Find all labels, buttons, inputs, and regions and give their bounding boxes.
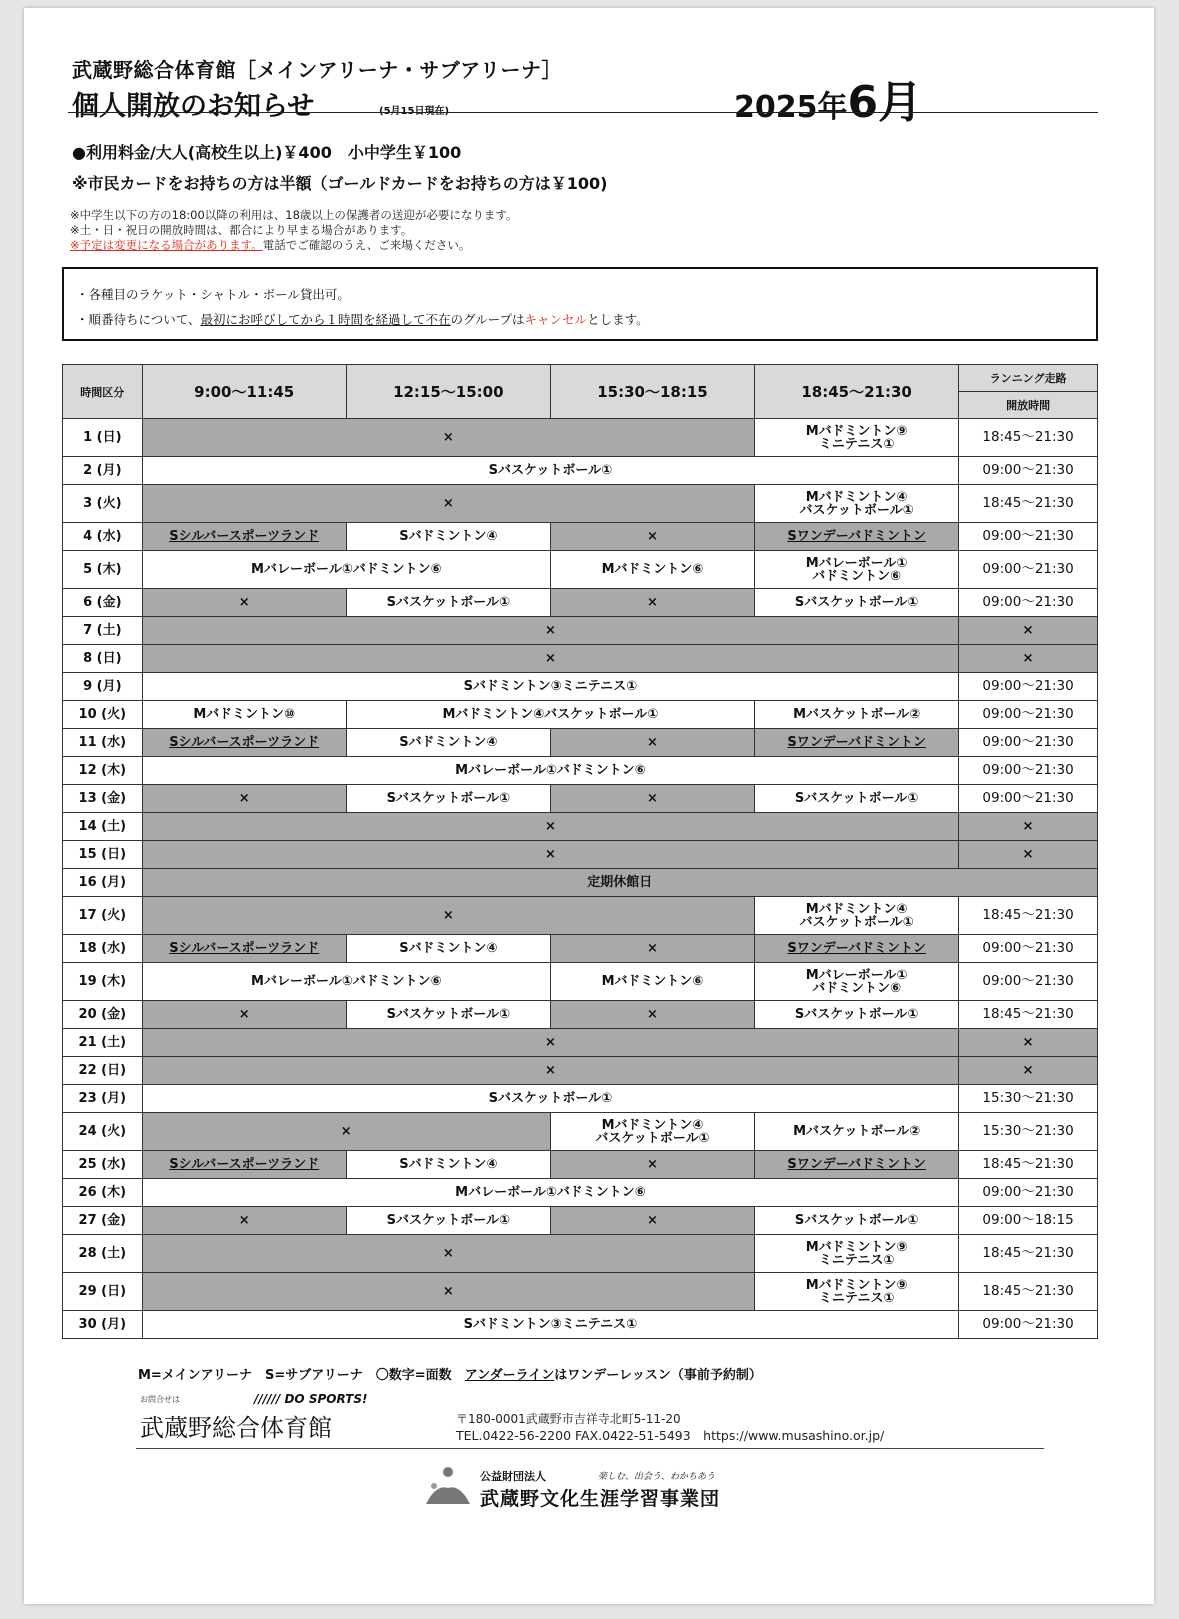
day-cell: 11 (水): [63, 729, 143, 757]
schedule-row: [63, 935, 1098, 963]
closed-cell: [142, 1029, 959, 1057]
running-hours-cell: ×: [959, 617, 1098, 645]
day-cell: 29 (日): [63, 1273, 143, 1311]
cell-text: Sバスケットボール①: [386, 1213, 511, 1228]
bullet2-cancel: キャンセル: [524, 312, 588, 327]
schedule-body: [63, 419, 1098, 1339]
activity-cell: [755, 419, 959, 457]
cell-text: Mバレーボール①バドミントン⑥: [455, 763, 646, 778]
running-hours-cell: 15:30～21:30: [959, 1113, 1098, 1151]
header-title-line2: 個人開放のお知らせ: [72, 91, 315, 122]
day-cell: 2 (月): [63, 457, 143, 485]
cell-text: ×: [647, 735, 658, 750]
schedule-row: [63, 589, 1098, 617]
activity-cell: [550, 551, 754, 589]
running-hours-cell: 09:00～21:30: [959, 673, 1098, 701]
cell-text: ×: [647, 595, 658, 610]
cell-text: Sバスケットボール①: [386, 595, 511, 610]
day-cell: 8 (日): [63, 645, 143, 673]
cell-text: Sバドミントン③ミニテニス①: [463, 1317, 638, 1332]
info-bullet-1: ・各種目のラケット・シャトル・ボール貸出可。: [76, 287, 350, 302]
schedule-row: [63, 841, 1098, 869]
running-hours-cell: 09:00～21:30: [959, 729, 1098, 757]
cell-text: Sワンデーバドミントン: [787, 735, 926, 750]
cell-text: Sバドミントン④: [399, 529, 498, 544]
closed-cell: [142, 1001, 346, 1029]
bullet2-part-a: ・順番待ちについて、: [76, 312, 201, 327]
cell-text: ×: [238, 595, 250, 610]
schedule-row: [63, 897, 1098, 935]
activity-cell: [142, 935, 346, 963]
schedule-row: [63, 551, 1098, 589]
cell-text: Mバドミントン④バスケットボール①: [442, 707, 659, 722]
running-hours-cell: ×: [959, 841, 1098, 869]
header-running-hours: 開放時間: [959, 392, 1098, 419]
activity-cell: [142, 869, 1097, 897]
schedule-row: [63, 617, 1098, 645]
closed-cell: [142, 645, 959, 673]
cell-text: Sバドミントン③ミニテニス①: [463, 679, 638, 694]
cell-text: Mバドミントン⑥: [601, 974, 704, 989]
cell-text: Mバドミントン⑥: [601, 562, 704, 577]
closed-cell: [142, 785, 346, 813]
schedule-row: [63, 757, 1098, 785]
day-cell: 30 (月): [63, 1311, 143, 1339]
closed-cell: [142, 897, 754, 935]
cell-text: ×: [647, 1157, 658, 1172]
cell-text: Mバドミントン⑨ ミニテニス①: [805, 1239, 908, 1268]
cell-text: Mバドミントン④ バスケットボール①: [799, 901, 914, 930]
day-cell: 16 (月): [63, 869, 143, 897]
note-3-warning: ※予定は変更になる場合があります。: [70, 238, 263, 252]
cell-text: Sバドミントン④: [399, 941, 498, 956]
activity-cell: [755, 523, 959, 551]
org-type: 公益財団法人: [480, 1470, 546, 1483]
activity-cell: [142, 1085, 959, 1113]
note-2: ※土・日・祝日の開放時間は、都合により早まる場合があります。: [70, 223, 413, 237]
year-month: [734, 66, 922, 130]
day-cell: 13 (金): [63, 785, 143, 813]
address: 〒180-0001武蔵野市吉祥寺北町5-11-20: [456, 1412, 681, 1426]
cell-text: Mバレーボール①バドミントン⑥: [455, 1185, 646, 1200]
activity-cell: [755, 701, 959, 729]
cell-text: ×: [238, 1213, 250, 1228]
running-hours-cell: 09:00～21:30: [959, 1311, 1098, 1339]
header-divider: [68, 112, 1098, 113]
cell-text: Sシルバースポーツランド: [169, 941, 320, 956]
cell-text: ×: [442, 1284, 454, 1299]
running-hours-cell: 18:45～21:30: [959, 1001, 1098, 1029]
note-3-rest: 電話でご確認のうえ、ご来場ください。: [262, 238, 471, 252]
activity-cell: [755, 1113, 959, 1151]
running-hours-cell: 18:45～21:30: [959, 419, 1098, 457]
header-running-track: ランニング走路: [959, 365, 1098, 392]
header-slot-3: 15:30～18:15: [550, 365, 754, 419]
running-hours-cell: 09:00～18:15: [959, 1207, 1098, 1235]
activity-cell: [755, 729, 959, 757]
bullet2-underlined: 最初にお呼びしてから１時間を経過して不在: [200, 312, 451, 327]
legend-part-2: はワンデーレッスン（事前予約制）: [554, 1368, 762, 1383]
schedule-row: [63, 1057, 1098, 1085]
activity-cell: [755, 935, 959, 963]
activity-cell: [142, 1311, 959, 1339]
day-cell: 21 (土): [63, 1029, 143, 1057]
contact-label: お問合せは: [140, 1395, 180, 1404]
activity-cell: [142, 729, 346, 757]
cell-text: Sバスケットボール①: [386, 791, 511, 806]
activity-cell: [346, 1001, 550, 1029]
activity-cell: [142, 457, 959, 485]
closed-cell: [142, 419, 754, 457]
cell-text: Mバドミントン⑨ ミニテニス①: [805, 423, 908, 452]
schedule-row: [63, 1113, 1098, 1151]
cell-text: ×: [544, 1063, 556, 1078]
day-cell: 12 (木): [63, 757, 143, 785]
schedule-row: [63, 869, 1098, 897]
running-hours-cell: ×: [959, 645, 1098, 673]
cell-text: ×: [442, 496, 454, 511]
cell-text: ×: [442, 430, 454, 445]
cell-text: Mバレーボール①バドミントン⑥: [251, 974, 442, 989]
day-cell: 10 (火): [63, 701, 143, 729]
as-of-date: (5月15日現在): [379, 106, 450, 117]
activity-cell: [346, 729, 550, 757]
cell-text: ×: [442, 908, 454, 923]
running-hours-cell: ×: [959, 1029, 1098, 1057]
cell-text: Sワンデーバドミントン: [787, 529, 926, 544]
cell-text: Mバドミントン④ バスケットボール①: [595, 1117, 710, 1146]
cell-text: ×: [238, 1007, 250, 1022]
contact-tel-fax-url: TEL.0422-56-2200 FAX.0422-51-5493 https://www.musashino.or.jp/: [456, 1428, 885, 1443]
day-cell: 7 (土): [63, 617, 143, 645]
cell-text: Sバスケットボール①: [794, 1213, 919, 1228]
header-slot-4: 18:45～21:30: [755, 365, 959, 419]
schedule-row: [63, 785, 1098, 813]
running-hours-cell: ×: [959, 1057, 1098, 1085]
closed-cell: [142, 1113, 550, 1151]
activity-cell: [755, 1207, 959, 1235]
cell-text: ×: [238, 791, 250, 806]
cell-text: Mバドミントン⑩: [193, 707, 296, 722]
activity-cell: [346, 785, 550, 813]
fees-line: ●利用料金/大人(高校生以上)￥400 小中学生￥100: [72, 143, 462, 162]
closed-cell: [142, 841, 959, 869]
do-sports-logo: ////// DO SPORTS!: [254, 1392, 368, 1406]
closed-cell: [142, 617, 959, 645]
running-hours-cell: 09:00～21:30: [959, 963, 1098, 1001]
cell-text: ×: [647, 791, 658, 806]
day-cell: 25 (水): [63, 1151, 143, 1179]
running-hours-cell: 09:00～21:30: [959, 785, 1098, 813]
org-name: 武蔵野文化生涯学習事業団: [480, 1488, 721, 1510]
notice-sheet: [24, 8, 1154, 1604]
bullet2-part-b: のグループは: [450, 312, 525, 327]
activity-cell: [142, 963, 550, 1001]
closed-cell: [142, 1057, 959, 1085]
cell-text: Sワンデーバドミントン: [787, 941, 926, 956]
cell-text: Mバレーボール① バドミントン⑥: [805, 967, 908, 996]
bullet2-part-c: とします。: [587, 312, 649, 327]
running-hours-cell: 09:00～21:30: [959, 757, 1098, 785]
legend-underline: アンダーライン: [464, 1368, 555, 1383]
running-hours-cell: 18:45～21:30: [959, 1273, 1098, 1311]
day-cell: 28 (土): [63, 1235, 143, 1273]
schedule-row: [63, 1001, 1098, 1029]
cell-text: ×: [647, 1213, 658, 1228]
schedule-table: [62, 364, 1098, 1339]
schedule-row: [63, 1235, 1098, 1273]
cell-text: ×: [544, 847, 556, 862]
activity-cell: [346, 1207, 550, 1235]
running-hours-cell: 09:00～21:30: [959, 523, 1098, 551]
header-title-line1: 武蔵野総合体育館［メインアリーナ・サブアリーナ］: [72, 58, 562, 82]
schedule-row: [63, 963, 1098, 1001]
activity-cell: [346, 523, 550, 551]
closed-cell: [142, 485, 754, 523]
schedule-row: [63, 457, 1098, 485]
year-text: 2025年: [734, 90, 848, 125]
day-cell: 26 (木): [63, 1179, 143, 1207]
activity-cell: [755, 1151, 959, 1179]
closed-cell: [142, 813, 959, 841]
cell-text: ×: [442, 1246, 454, 1261]
cell-text: 定期休館日: [587, 875, 653, 890]
running-hours-cell: 09:00～21:30: [959, 589, 1098, 617]
schedule-row: [63, 1311, 1098, 1339]
note-3: [70, 237, 470, 253]
closed-cell: [142, 1207, 346, 1235]
schedule-row: [63, 419, 1098, 457]
schedule-row: [63, 1151, 1098, 1179]
activity-cell: [755, 589, 959, 617]
schedule-row: [63, 1085, 1098, 1113]
running-hours-cell: 09:00～21:30: [959, 701, 1098, 729]
day-cell: 4 (水): [63, 523, 143, 551]
cell-text: Sシルバースポーツランド: [169, 735, 320, 750]
day-cell: 27 (金): [63, 1207, 143, 1235]
legend-part-1: M=メインアリーナ S=サブアリーナ 〇数字=面数: [138, 1368, 465, 1383]
running-hours-cell: 09:00～21:30: [959, 551, 1098, 589]
schedule-row: [63, 813, 1098, 841]
schedule-row: [63, 1273, 1098, 1311]
day-cell: 9 (月): [63, 673, 143, 701]
card-discount-line: ※市民カードをお持ちの方は半額（ゴールドカードをお持ちの方は￥100): [72, 174, 608, 193]
activity-cell: [142, 701, 346, 729]
header-slot-1: 9:00～11:45: [142, 365, 346, 419]
cell-text: Mバレーボール①バドミントン⑥: [251, 562, 442, 577]
day-cell: 17 (火): [63, 897, 143, 935]
cell-text: ×: [647, 529, 658, 544]
running-hours-cell: 09:00～21:30: [959, 935, 1098, 963]
closed-cell: [142, 1273, 754, 1311]
day-cell: 20 (金): [63, 1001, 143, 1029]
info-box: [62, 267, 1098, 341]
cell-text: Mバドミントン⑨ ミニテニス①: [805, 1277, 908, 1306]
closed-cell: [550, 589, 754, 617]
running-hours-cell: 18:45～21:30: [959, 1151, 1098, 1179]
cell-text: Sバスケットボール①: [794, 595, 919, 610]
schedule-row: [63, 485, 1098, 523]
day-cell: 1 (日): [63, 419, 143, 457]
cell-text: ×: [647, 941, 658, 956]
activity-cell: [755, 485, 959, 523]
cell-text: Sバドミントン④: [399, 1157, 498, 1172]
cell-text: Mバドミントン④ バスケットボール①: [799, 489, 914, 518]
cell-text: ×: [544, 1035, 556, 1050]
closed-cell: [550, 1001, 754, 1029]
day-cell: 19 (木): [63, 963, 143, 1001]
cell-text: Mバスケットボール②: [793, 1124, 921, 1139]
day-cell: 18 (水): [63, 935, 143, 963]
header-day: 時間区分: [63, 365, 143, 419]
activity-cell: [346, 589, 550, 617]
cell-text: Sバスケットボール①: [794, 1007, 919, 1022]
closed-cell: [550, 1151, 754, 1179]
activity-cell: [755, 1273, 959, 1311]
running-hours-cell: 09:00～21:30: [959, 1179, 1098, 1207]
activity-cell: [142, 523, 346, 551]
activity-cell: [550, 1113, 754, 1151]
closed-cell: [550, 785, 754, 813]
schedule-row: [63, 1207, 1098, 1235]
closed-cell: [550, 729, 754, 757]
info-bullet-2: [76, 310, 649, 328]
header-slot-2: 12:15～15:00: [346, 365, 550, 419]
schedule-row: [63, 1179, 1098, 1207]
running-hours-cell: 18:45～21:30: [959, 485, 1098, 523]
cell-text: Sバスケットボール①: [794, 791, 919, 806]
activity-cell: [755, 1235, 959, 1273]
running-hours-cell: ×: [959, 813, 1098, 841]
activity-cell: [755, 963, 959, 1001]
activity-cell: [142, 551, 550, 589]
closed-cell: [550, 935, 754, 963]
cell-text: Mバスケットボール②: [793, 707, 921, 722]
cell-text: Sバスケットボール①: [488, 463, 613, 478]
cell-text: Sワンデーバドミントン: [787, 1157, 926, 1172]
closed-cell: [550, 523, 754, 551]
closed-cell: [550, 1207, 754, 1235]
running-hours-cell: 18:45～21:30: [959, 897, 1098, 935]
cell-text: ×: [647, 1007, 658, 1022]
cell-text: Sバドミントン④: [399, 735, 498, 750]
running-hours-cell: 18:45～21:30: [959, 1235, 1098, 1273]
activity-cell: [346, 935, 550, 963]
schedule-row: [63, 701, 1098, 729]
schedule-row: [63, 673, 1098, 701]
cell-text: Sバスケットボール①: [488, 1091, 613, 1106]
activity-cell: [755, 551, 959, 589]
footer-divider: [136, 1448, 1044, 1449]
cell-text: ×: [340, 1124, 352, 1139]
day-cell: 22 (日): [63, 1057, 143, 1085]
day-cell: 15 (日): [63, 841, 143, 869]
org-slogan: 楽しむ、出会う、わかちあう: [598, 1472, 716, 1482]
schedule-row: [63, 1029, 1098, 1057]
activity-cell: [755, 785, 959, 813]
day-cell: 5 (木): [63, 551, 143, 589]
schedule-row: [63, 523, 1098, 551]
note-1: ※中学生以下の方の18:00以降の利用は、18歳以上の保護者の送迎が必要になります。: [70, 208, 518, 222]
closed-cell: [142, 1235, 754, 1273]
month-text: 6月: [847, 77, 923, 128]
schedule-row: [63, 729, 1098, 757]
cell-text: Sシルバースポーツランド: [169, 1157, 320, 1172]
activity-cell: [550, 963, 754, 1001]
legend: [138, 1364, 762, 1383]
day-cell: 6 (金): [63, 589, 143, 617]
cell-text: ×: [544, 651, 556, 666]
cell-text: ×: [544, 819, 556, 834]
org-logo-icon: [422, 1464, 474, 1512]
running-hours-cell: 09:00～21:30: [959, 457, 1098, 485]
cell-text: Sバスケットボール①: [386, 1007, 511, 1022]
running-hours-cell: 15:30～21:30: [959, 1085, 1098, 1113]
activity-cell: [142, 1151, 346, 1179]
activity-cell: [346, 701, 754, 729]
activity-cell: [755, 897, 959, 935]
cell-text: Mバレーボール① バドミントン⑥: [805, 555, 908, 584]
cell-text: Sシルバースポーツランド: [169, 529, 320, 544]
activity-cell: [755, 1001, 959, 1029]
day-cell: 23 (月): [63, 1085, 143, 1113]
day-cell: 3 (火): [63, 485, 143, 523]
schedule-row: [63, 645, 1098, 673]
activity-cell: [346, 1151, 550, 1179]
day-cell: 24 (火): [63, 1113, 143, 1151]
activity-cell: [142, 757, 959, 785]
cell-text: ×: [544, 623, 556, 638]
activity-cell: [142, 673, 959, 701]
day-cell: 14 (土): [63, 813, 143, 841]
facility-name: 武蔵野総合体育館: [140, 1414, 332, 1442]
activity-cell: [142, 1179, 959, 1207]
closed-cell: [142, 589, 346, 617]
